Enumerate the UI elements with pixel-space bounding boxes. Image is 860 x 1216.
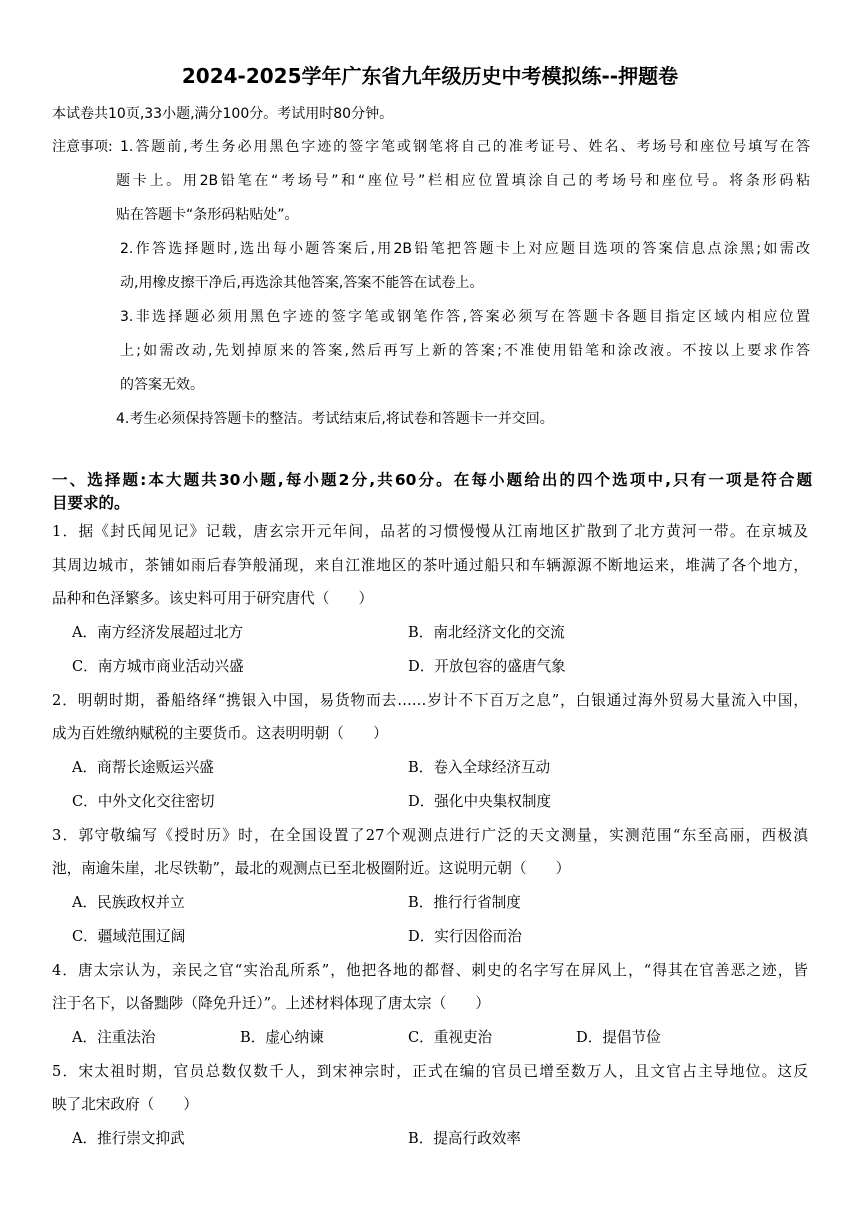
question-3-option-b: B．推行行省制度: [408, 894, 521, 911]
page-title: 2024-2025学年广东省九年级历史中考模拟练--押题卷: [181, 64, 679, 88]
notice-line: 上;如需改动,先划掉原来的答案,然后再写上新的答案;不准使用铅笔和涂改液。不按以上要求作答: [120, 343, 810, 359]
question-5-line: 映了北宋政府（ ）: [52, 1096, 198, 1113]
notice-line: 贴在答题卡“条形码粘贴处”。: [116, 207, 299, 223]
notice-line: 题卡上。用2B铅笔在“考场号”和“座位号”栏相应位置填涂自己的考场号和座位号。将条形码粘: [116, 173, 810, 189]
question-4-option-b: B．虚心纳谏: [240, 1029, 324, 1046]
notice-label: 注意事项:: [52, 139, 113, 155]
section-heading: 一、选择题:本大题共30小题,每小题2分,共60分。在每小题给出的四个选项中,只有一项是符合题: [52, 471, 812, 489]
question-5-line: 5．宋太祖时期，官员总数仅数千人，到宋神宗时，正式在编的官员已增至数万人，且文官占主导地位。这反: [52, 1063, 808, 1080]
question-3-option-c: C．疆域范围辽阔: [72, 928, 186, 945]
question-3-line: 池，南逾朱崖，北尽铁勒”，最北的观测点已至北极圈附近。这说明元朝（ ）: [52, 860, 571, 877]
question-4-option-d: D．提倡节俭: [576, 1029, 661, 1046]
question-1-line: 其周边城市，茶铺如雨后春笋般涌现，来自江淮地区的茶叶通过船只和车辆源源不断地运来，堆满了各个地方，: [52, 557, 808, 574]
question-2-option-d: D．强化中央集权制度: [408, 793, 552, 810]
question-1-line: 1．据《封氏闻见记》记载，唐玄宗开元年间，品茗的习惯慢慢从江南地区扩散到了北方黄河一带。在京城及: [52, 523, 808, 540]
question-4-line: 注于名下，以备黜陟（降免升迁）”。上述材料体现了唐太宗（ ）: [52, 995, 490, 1012]
notice-line: 1.答题前,考生务必用黑色字迹的签字笔或钢笔将自己的准考证号、姓名、考场号和座位号填写在答: [120, 139, 810, 155]
question-4-option-c: C．重视吏治: [408, 1029, 493, 1046]
question-5-option-a: A．推行崇文抑武: [72, 1130, 185, 1147]
question-1-line: 品种和色泽繁多。该史料可用于研究唐代（ ）: [52, 590, 374, 607]
question-5-option-b: B．提高行政效率: [408, 1130, 521, 1147]
question-3-line: 3．郭守敬编写《授时历》时，在全国设置了27个观测点进行广泛的天文测量，实测范围“东至高丽，西极滇: [52, 827, 808, 844]
notice-line: 动,用橡皮擦干净后,再选涂其他答案,答案不能答在试卷上。: [120, 275, 484, 291]
question-3-option-a: A．民族政权并立: [72, 894, 185, 911]
exam-summary: 本试卷共10页,33小题,满分100分。考试用时80分钟。: [52, 106, 394, 122]
question-1-option-c: C．南方城市商业活动兴盛: [72, 658, 244, 675]
notice-line: 的答案无效。: [120, 377, 204, 393]
notice-line: 2.作答选择题时,选出每小题答案后,用2B铅笔把答题卡上对应题目选项的答案信息点涂黑;如需改: [120, 241, 810, 257]
question-2-option-c: C．中外文化交往密切: [72, 793, 215, 810]
question-4-line: 4．唐太宗认为，亲民之官“实治乱所系”，他把各地的都督、刺史的名字写在屏风上，“得其在官善恶之迹，皆: [52, 962, 808, 979]
question-2-line: 2．明朝时期，番船络绎“携银入中国，易货物而去……岁计不下百万之息”，白银通过海外贸易大量流入中国，: [52, 692, 808, 709]
notice-line: 3.非选择题必须用黑色字迹的签字笔或钢笔作答,答案必须写在答题卡各题目指定区域内相应位置: [120, 309, 810, 325]
question-2-option-b: B．卷入全球经济互动: [408, 759, 551, 776]
section-heading-cont: 目要求的。: [52, 494, 130, 512]
question-1-option-b: B．南北经济文化的交流: [408, 624, 565, 641]
question-3-option-d: D．实行因俗而治: [408, 928, 522, 945]
question-2-line: 成为百姓缴纳赋税的主要货币。这表明明朝（ ）: [52, 725, 388, 742]
question-1-option-d: D．开放包容的盛唐气象: [408, 658, 566, 675]
question-4-option-a: A．注重法治: [72, 1029, 156, 1046]
question-1-option-a: A．南方经济发展超过北方: [72, 624, 244, 641]
question-2-option-a: A．商帮长途贩运兴盛: [72, 759, 214, 776]
notice-line: 4.考生必须保持答题卡的整洁。考试结束后,将试卷和答题卡一并交回。: [116, 411, 554, 427]
